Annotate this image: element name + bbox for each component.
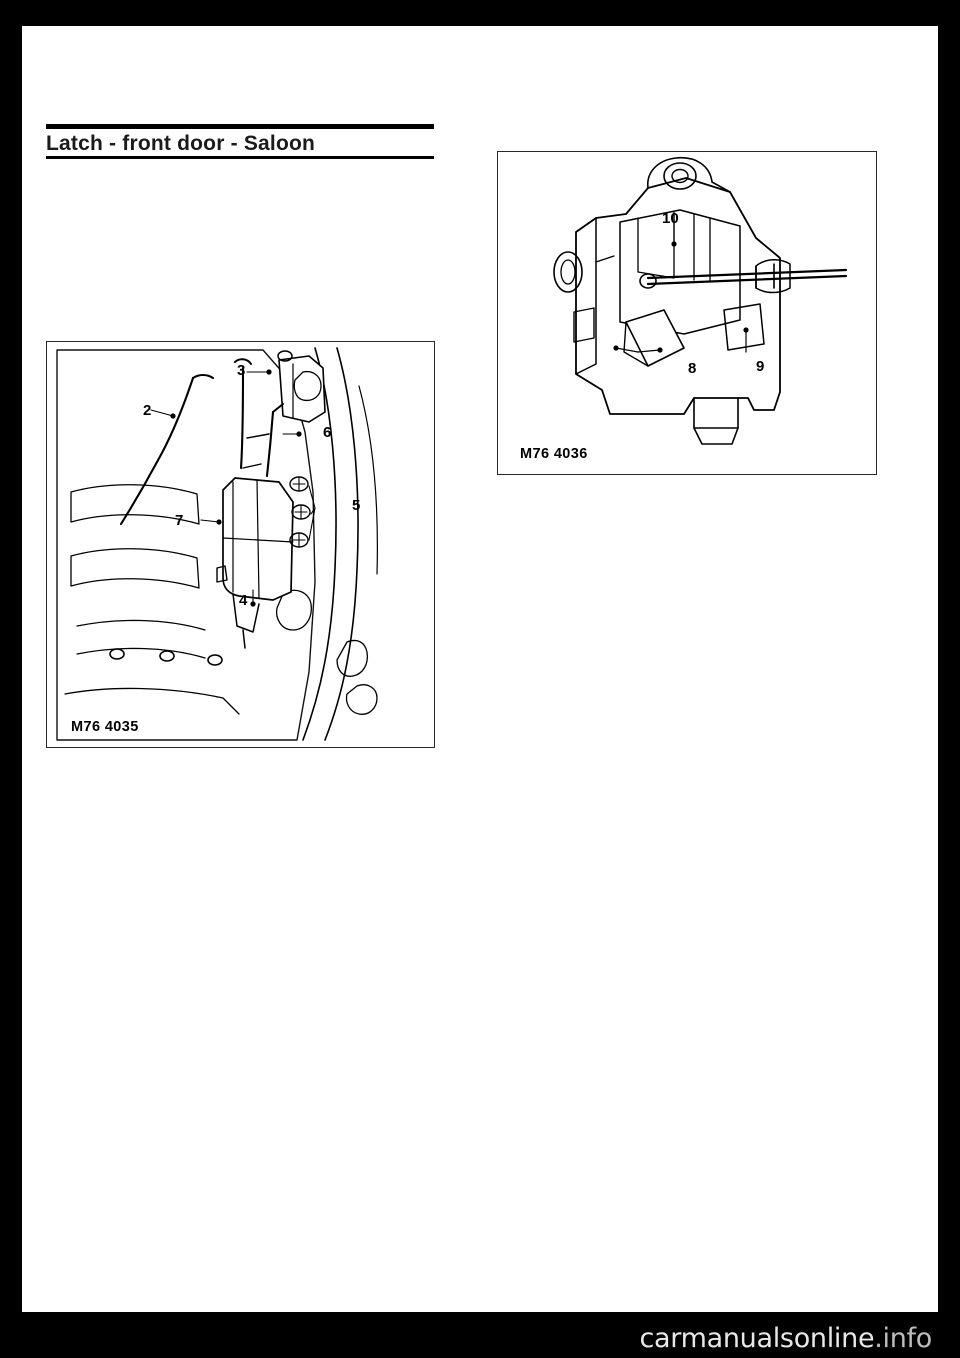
latch-detail-illustration (498, 152, 874, 472)
page-right-band (938, 0, 960, 1358)
callout-5: 5 (352, 497, 361, 514)
figure-caption-right: M76 4036 (520, 446, 588, 462)
figure-latch-detail (497, 151, 877, 475)
watermark (640, 1323, 933, 1354)
figure-caption-left: M76 4035 (71, 719, 139, 735)
figure-door-latch-assembly (46, 341, 435, 748)
callout-7: 7 (175, 512, 184, 529)
page-left-band (0, 0, 22, 1358)
callout-10: 10 (662, 210, 679, 227)
heading-rule-bottom (46, 156, 434, 159)
callout-9: 9 (756, 358, 765, 375)
watermark-text: carmanualsonline (639, 1323, 875, 1354)
door-latch-illustration (47, 342, 432, 745)
page-top-band (0, 0, 960, 26)
callout-3: 3 (237, 362, 246, 379)
callout-8: 8 (688, 360, 697, 377)
callout-2: 2 (143, 402, 152, 419)
watermark-suffix: .info (874, 1323, 932, 1354)
page-title: Latch - front door - Saloon (46, 132, 316, 154)
section-heading-block (46, 124, 434, 159)
callout-6: 6 (323, 424, 332, 441)
callout-4: 4 (239, 592, 248, 609)
